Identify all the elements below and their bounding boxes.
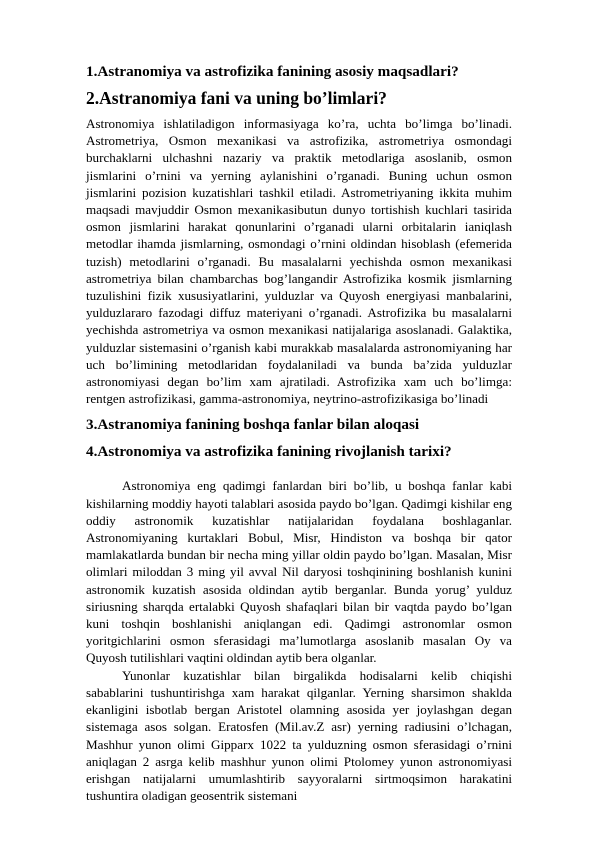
heading-astronomy-history: 4.Astronomiya va astrofizika fanining rivojlanish tarixi? <box>86 443 452 461</box>
heading-astronomy-goals: 1.Astranomiya va astrofizika fanining asosiy maqsadlari? <box>86 63 459 80</box>
paragraph-history-2: Yunonlar kuzatishlar bilan birgalikda hodisalarni kelib chiqishi sabablarini tushuntirishga xam harakat qilganlar. Yerning sharsimon shaklda ekanligini isbotlab bergan Aristotel olamning asosida yer joylashgan degan sistemaga asos solgan. Eratosfen (Mil.av.Z asr) yerning radiusini o’lchagan, Mashhur yunon olimi Gipparx 1022 ta yulduzning osmon sferasidagi o’rnini aniqlagan 2 asrga kelib mashhur yunon olimi Ptolomey yunon astronomiyasi erishgan natijalarni umumlashtirib sayyoralarni sirtmoqsimon harakatini tushuntira oladigan geosentrik sistemani <box>86 667 512 804</box>
paragraph-astronomy-branches: Astronomiya ishlatiladigon informasiyaga ko’ra, uchta bo’limga bo’linadi. Astrometriya, Osmon mexanikasi va astrofizika, astrometriya osmondagi burchaklarni ulchashni nazariy va praktik metodlariga asoslanib, osmon jismlarini o’rnini va yerning aylanishini o’rganadi. Buning uchun osmon jismlarini pozision kuzatishlari tashkil etiladi. Astrometriyaning ikkita muhim maqsadi mavjuddir Osmon mexanikasibutun dunyo tortishish kuchlari tasirida osmon jismlarini harakat qonunlarini o’rganadi ularni orbitalarin ianiqlash metodlar ihamda jismlarning, osmondagi o’rnini oldindan hisoblash (efemerida tuzish) metodlarini o’rganadi. Bu masalalarni yechishda osmon mexanikasi astrometriya bilan chambarchas bog’langandir Astrofizika kosmik jismlarning tuzulishini fizik xususiyatlarini, yulduzlar va Quyosh energiyasi manbalarini, yulduzlararo fazodagi diffuz materiyani o’rganadi. Astrofizika bu masalalarni yechishda astrometriya va osmon mexanikasi natijalariga asoslanadi. Galaktika, yulduzlar sistemasini o’rganish kabi murakkab masalalarda astronomiyaning har uch bo’limining metodlaridan foydalaniladi va bunda ba’zida yulduzlar astronomiyasi degan bo’lim xam ajratiladi. Astrofizika xam uch bo’limga: rentgen astrofizikasi, gamma-astronomiya, neytrino-astrofizikasiga bo’linadi <box>86 116 512 407</box>
spacer <box>86 467 512 477</box>
paragraph-history-1: Astronomiya eng qadimgi fanlardan biri bo’lib, u boshqa fanlar kabi kishilarning moddiy hayoti talablari asosida paydo bo’lgan. Qadimgi kishilar eng oddiy astronomik kuzatishlar natijalaridan foydalana boshlaganlar. Astronomiyaning kurtaklari Bobul, Misr, Hindiston va boshqa bir qator mamlakatlarda bundan bir necha ming yillar oldin paydo bo’lgan. Masalan, Misr olimlari miloddan 3 ming yil avval Nil daryosi toshqinining boshlanish kunini astronomik kuzatish asosida oldindan aytib berganlar. Bunda yorug’ yulduz siriusning sharqda ertalabki Quyosh shafaqlari bilan bir vaqtda paydo bo’lgan kuni toshqin boshlanishi aniqlangan edi. Qadimgi astronomlar osmon yoritgichlarini osmon sferasidagi ma’lumotlarga asoslanib masalan Oy va Quyosh tutilishlari vaqtini oldindan aytib bera olganlar. <box>86 478 512 666</box>
document-page <box>86 62 512 804</box>
heading-astronomy-relations: 3.Astranomiya fanining boshqa fanlar bilan aloqasi <box>86 416 420 434</box>
heading-astronomy-branches: 2.Astranomiya fani va uning bo’limlari? <box>86 88 387 108</box>
